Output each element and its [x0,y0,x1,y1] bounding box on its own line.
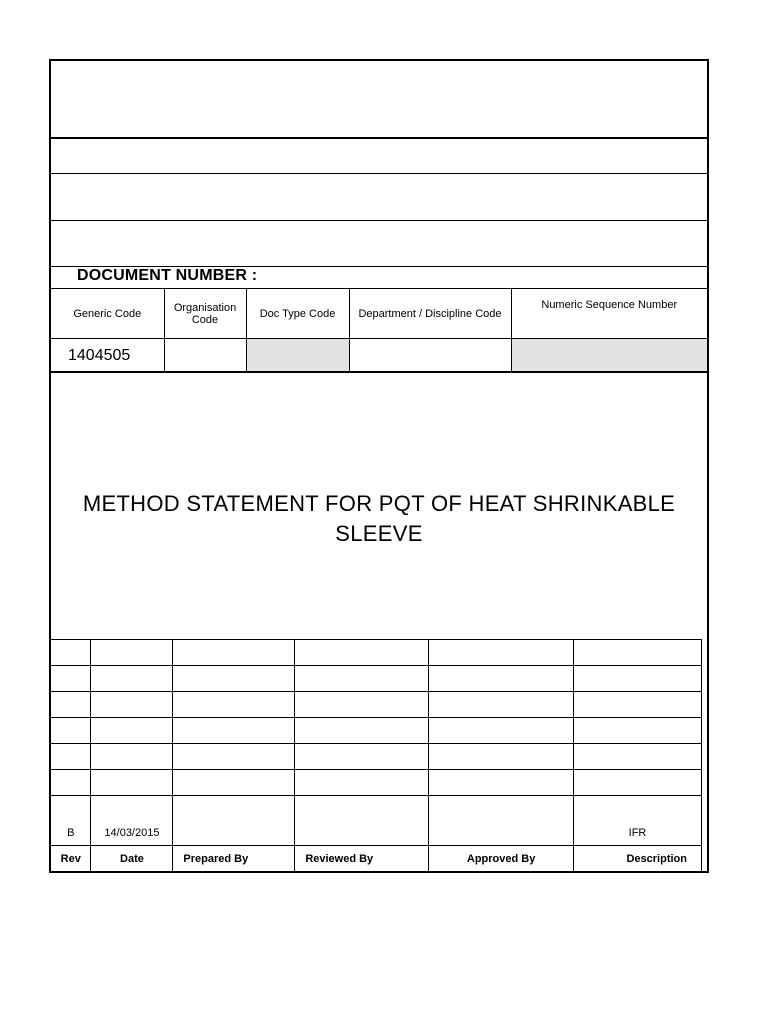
generic-code-value: 1404505 [51,339,164,373]
department-code-value [349,339,511,373]
row-divider [51,173,707,174]
row-divider [51,220,707,221]
header-divider [51,137,707,139]
code-header-row [51,289,707,339]
revision-row [51,666,702,692]
revision-approved-by-value [429,796,574,846]
date-column-label: Date [91,846,173,872]
revision-rev-value: B [51,796,91,846]
revision-row [51,718,702,744]
revision-entry-row [51,796,702,846]
organisation-code-value [164,339,246,373]
rev-column-label: Rev [51,846,91,872]
revision-date-value: 14/03/2015 [91,796,173,846]
prepared-by-column-label: Prepared By [173,846,295,872]
reviewed-by-column-label: Reviewed By [295,846,429,872]
department-code-header: Department / Discipline Code [349,289,511,339]
cover-sheet-frame [49,59,709,873]
revision-row [51,640,702,666]
generic-code-header: Generic Code [51,289,164,339]
revision-legend-row [51,846,702,872]
numeric-sequence-value [511,339,707,373]
document-code-table [51,288,707,373]
description-column-label: Description [574,846,702,872]
document-number-label: DOCUMENT NUMBER : [77,267,258,284]
code-table-bottom-divider [51,371,707,373]
revision-row [51,770,702,796]
approved-by-column-label: Approved By [429,846,574,872]
revision-row [51,692,702,718]
doc-type-code-value [246,339,349,373]
doc-type-code-header: Doc Type Code [246,289,349,339]
revision-description-value: IFR [574,796,702,846]
revision-row [51,744,702,770]
revision-prepared-by-value [173,796,295,846]
revision-reviewed-by-value [295,796,429,846]
document-title: METHOD STATEMENT FOR PQT OF HEAT SHRINKABLE SLEEVE [82,491,676,546]
numeric-sequence-header: Numeric Sequence Number [511,289,707,339]
revision-table [51,639,702,872]
code-value-row [51,339,707,373]
organisation-code-header: Organisation Code [164,289,246,339]
